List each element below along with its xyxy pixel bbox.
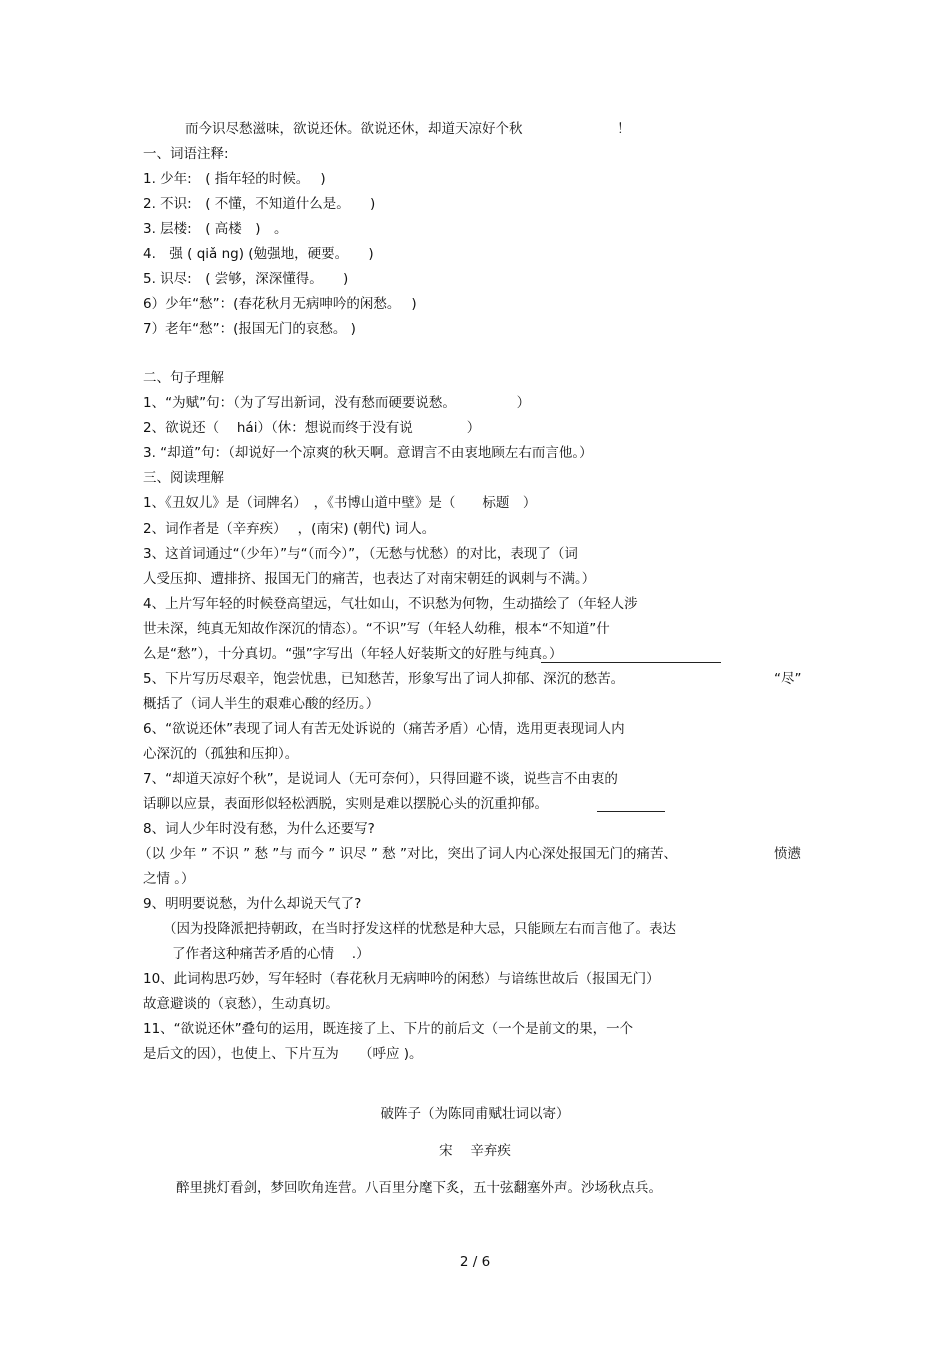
reading-line: 6、“欲说还休”表现了词人有苦无处诉说的（痛苦矛盾）心情，选用更表现词人内 — [143, 721, 625, 737]
reading-line: 人受压抑、遭排挤、报国无门的痛苦，也表达了对南宋朝廷的讽刺与不满。） — [143, 571, 596, 587]
sentence-item: 3. “却道”句：（却说好一个凉爽的秋天啊。意谓言不由衷地顾左右而言他。） — [143, 445, 593, 461]
poem-line: 醉里挑灯看剑，梦回吹角连营。八百里分麾下炙，五十弦翻塞外声。沙场秋点兵。 — [176, 1180, 662, 1196]
reading-line: 2、词作者是（辛弃疾） ，(南宋) (朝代) 词人。 — [143, 521, 436, 537]
section-3-heading: 三、阅读理解 — [143, 470, 224, 486]
reading-line: 9、明明要说愁，为什么却说天气了? — [143, 896, 362, 912]
reading-line: 之情 。） — [143, 871, 195, 887]
reading-line: （因为投降派把持朝政，在当时抒发这样的忧愁是种大忌，只能顾左右而言他了。表达 — [163, 921, 676, 937]
reading-line: 10、此词构思巧妙，写年轻时（春花秋月无病呻吟的闲愁）与谙练世故后（报国无门） — [143, 971, 660, 987]
poem-title: 破阵子（为陈同甫赋壮词以寄） — [380, 1106, 570, 1122]
reading-line: 故意避谈的（哀愁），生动真切。 — [143, 996, 339, 1012]
poem-author: 宋 辛弃疾 — [439, 1143, 511, 1159]
reading-line: 11、“欲说还休”叠句的运用，既连接了上、下片的前后文（一个是前文的果，一个 — [143, 1021, 634, 1037]
sentence-item: 2、欲说还（ hái）（休：想说而终于没有说 ） — [143, 420, 481, 436]
sentence-item: 1、“为赋”句：（为了写出新词，没有愁而硬要说愁。 ） — [143, 395, 531, 411]
reading-line: “尽” — [774, 671, 802, 687]
reading-line: 世未深，纯真无知故作深沉的情态）。“不识”写（年轻人幼稚，根本“不知道”什 — [143, 621, 610, 637]
answer-underline — [541, 662, 721, 663]
reading-line: 愤懑 — [774, 846, 801, 862]
reading-line: 3、这首词通过“（少年）”与“（而今）”，（无愁与忧愁）的对比，表现了（词 — [143, 546, 578, 562]
reading-line: 8、词人少年时没有愁，为什么还要写? — [143, 821, 375, 837]
reading-line: 心深沉的（孤独和压抑）。 — [143, 746, 299, 762]
reading-line: 7、“却道天凉好个秋”，是说词人（无可奈何），只得回避不谈，说些言不由衷的 — [143, 771, 618, 787]
annotation-item: 6）少年“愁”：(春花秋月无病呻吟的闲愁。 ) — [143, 296, 417, 312]
poem-top-line: 而今识尽愁滋味，欲说还休。欲说还休，却道天凉好个秋 ！ — [185, 121, 631, 137]
annotation-item: 2. 不识: ( 不懂，不知道什么是。 ) — [143, 196, 376, 212]
reading-line: 了作者这种痛苦矛盾的心情 .） — [172, 946, 370, 962]
reading-line: 是后文的因），也使上、下片互为 （呼应 )。 — [143, 1046, 423, 1062]
annotation-item: 1. 少年: ( 指年轻的时候。 ) — [143, 171, 326, 187]
annotation-item: 3. 层楼: ( 高楼 ) 。 — [143, 221, 288, 237]
reading-line: 1、《丑奴儿》是（词牌名） ，《书博山道中壁》是（ 标题 ） — [143, 495, 537, 511]
answer-underline — [597, 811, 665, 812]
annotation-item: 4. 强 ( qiǎ ng) (勉强地，硬要。 ) — [143, 246, 374, 262]
annotation-item: 7）老年“愁”：(报国无门的哀愁。 ) — [143, 321, 356, 337]
section-2-heading: 二、句子理解 — [143, 370, 224, 386]
reading-line: （以 少年 ” 不识 ” 愁 ”与 而今 ” 识尽 ” 愁 ”对比，突出了词人内心深处报国无门的痛苦、 — [138, 846, 677, 862]
reading-line: 话聊以应景，表面形似轻松洒脱，实则是难以摆脱心头的沉重抑郁。 — [143, 796, 548, 812]
reading-line: 5、下片写历尽艰辛，饱尝忧患，已知愁苦，形象写出了词人抑郁、深沉的愁苦。 — [143, 671, 625, 687]
reading-line: 4、上片写年轻的时候登高望远，气壮如山，不识愁为何物，生动描绘了（年轻人涉 — [143, 596, 638, 612]
annotation-item: 5. 识尽: ( 尝够，深深懂得。 ) — [143, 271, 349, 287]
section-1-heading: 一、词语注释: — [143, 146, 229, 162]
reading-line: 概括了（词人半生的艰难心酸的经历。） — [143, 696, 380, 712]
page-number: 2 / 6 — [459, 1254, 491, 1270]
reading-line: 么是“愁”），十分真切。“强”字写出（年轻人好装斯文的好胜与纯真。） — [143, 646, 563, 662]
